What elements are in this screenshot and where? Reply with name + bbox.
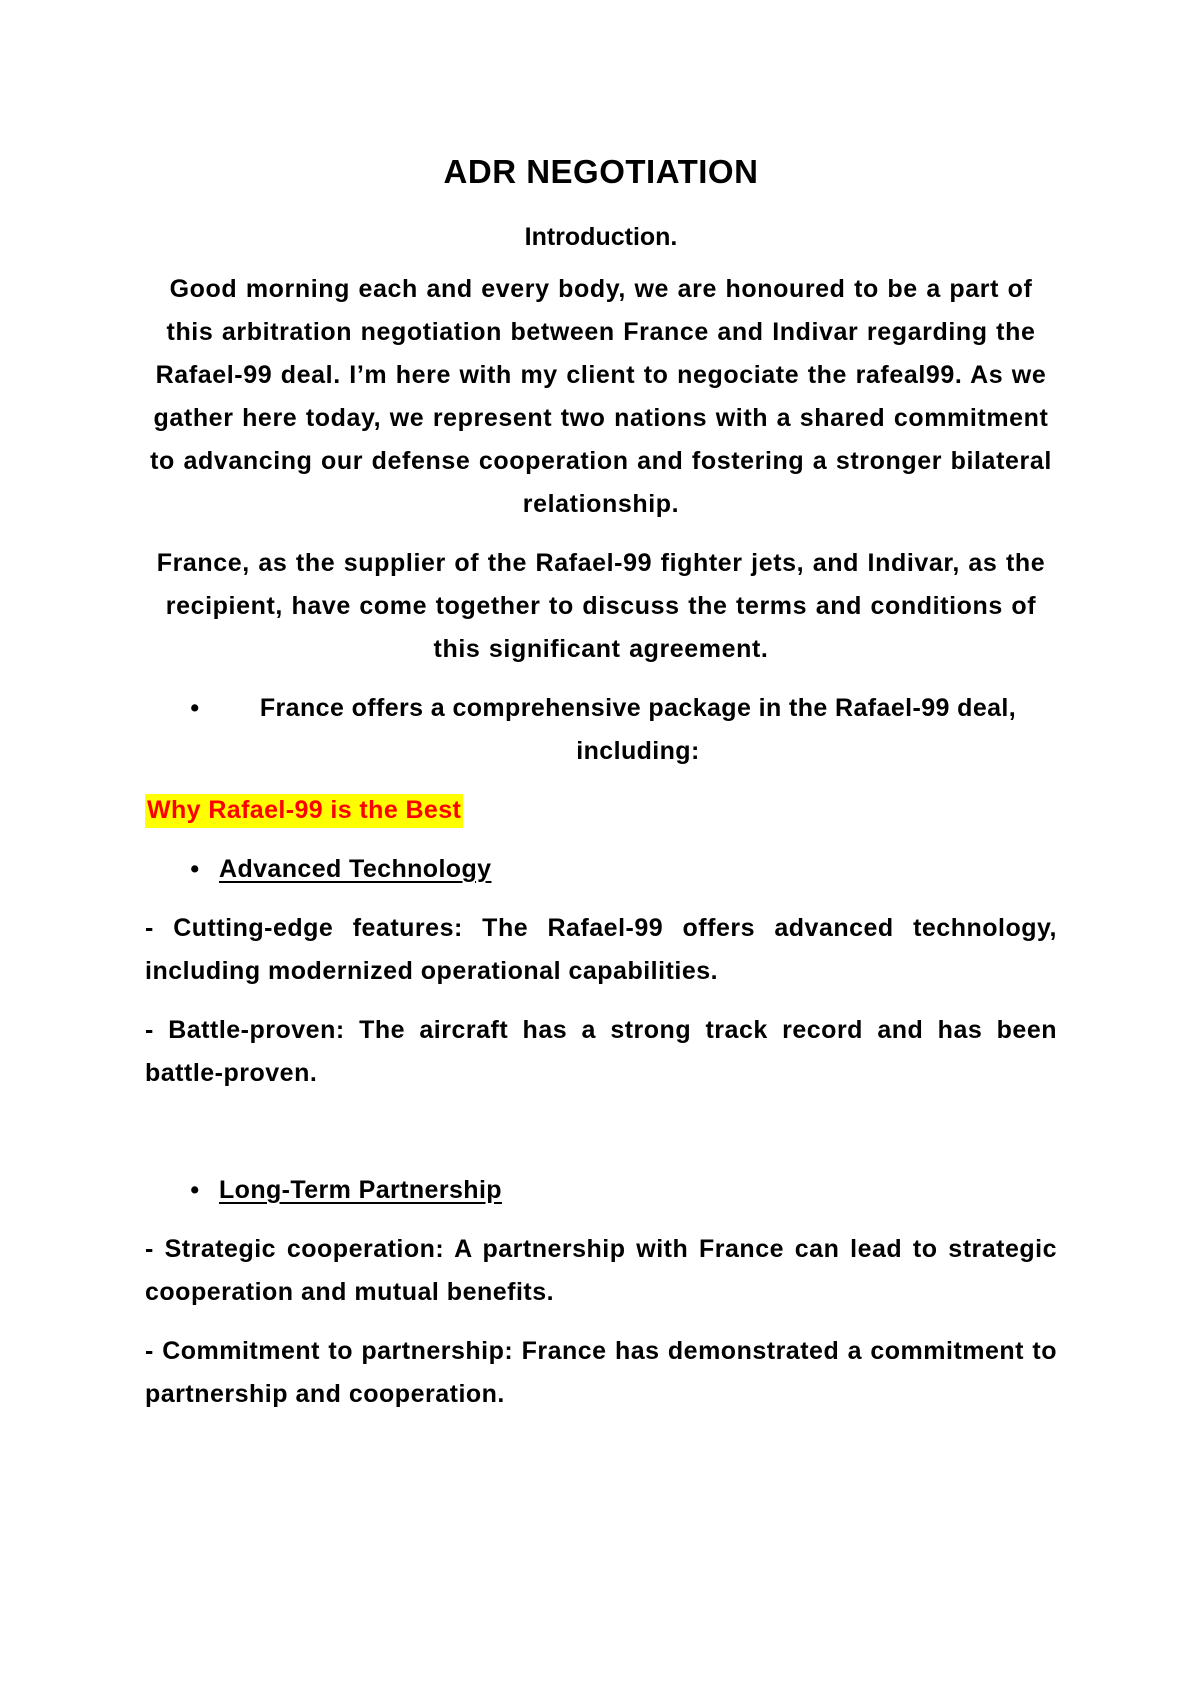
offer-bullet-text: France offers a comprehensive package in the Rafael-99 deal, including:	[259, 694, 1017, 765]
section-point: - Strategic cooperation: A partnership with France can lead to strategic cooperation and mutual benefits.	[145, 1235, 1057, 1306]
document-title: ADR NEGOTIATION	[443, 153, 759, 190]
section-heading-text: Advanced Technology	[219, 855, 492, 883]
bullet-icon: •	[190, 694, 200, 722]
context-paragraph: France, as the supplier of the Rafael-99 fighter jets, and Indivar, as the recipient, have come together to discuss the terms and conditions of this significant agreement.	[156, 549, 1046, 663]
intro-paragraph: Good morning each and every body, we are honoured to be a part of this arbitration negotiation between France and Indivar regarding the Rafael-99 deal. I’m here with my client to negociate the rafeal99. As we gather here today, we represent two nations with a shared commitment to advancing our defense cooperation and fostering a stronger bilateral relationship.	[150, 275, 1052, 518]
intro-heading: Introduction.	[524, 223, 678, 251]
section-heading-text: Long-Term Partnership	[219, 1176, 502, 1204]
offer-bullet-item	[145, 687, 1057, 773]
bullet-icon: •	[190, 855, 200, 883]
blank-line	[145, 1111, 1057, 1169]
section-heading-advanced-technology	[145, 848, 1057, 891]
document-body	[145, 150, 1057, 1432]
highlight-heading: Why Rafael-99 is the Best	[145, 794, 463, 828]
section-point: - Commitment to partnership: France has demonstrated a commitment to partnership and cooperation.	[145, 1337, 1057, 1408]
highlight-heading-line	[145, 789, 1057, 832]
section-point: - Cutting-edge features: The Rafael-99 offers advanced technology, including modernized operational capabilities.	[145, 914, 1057, 985]
section-point: - Battle-proven: The aircraft has a strong track record and has been battle-proven.	[145, 1016, 1057, 1087]
bullet-icon: •	[190, 1176, 200, 1204]
section-heading-long-term-partnership	[145, 1169, 1057, 1212]
